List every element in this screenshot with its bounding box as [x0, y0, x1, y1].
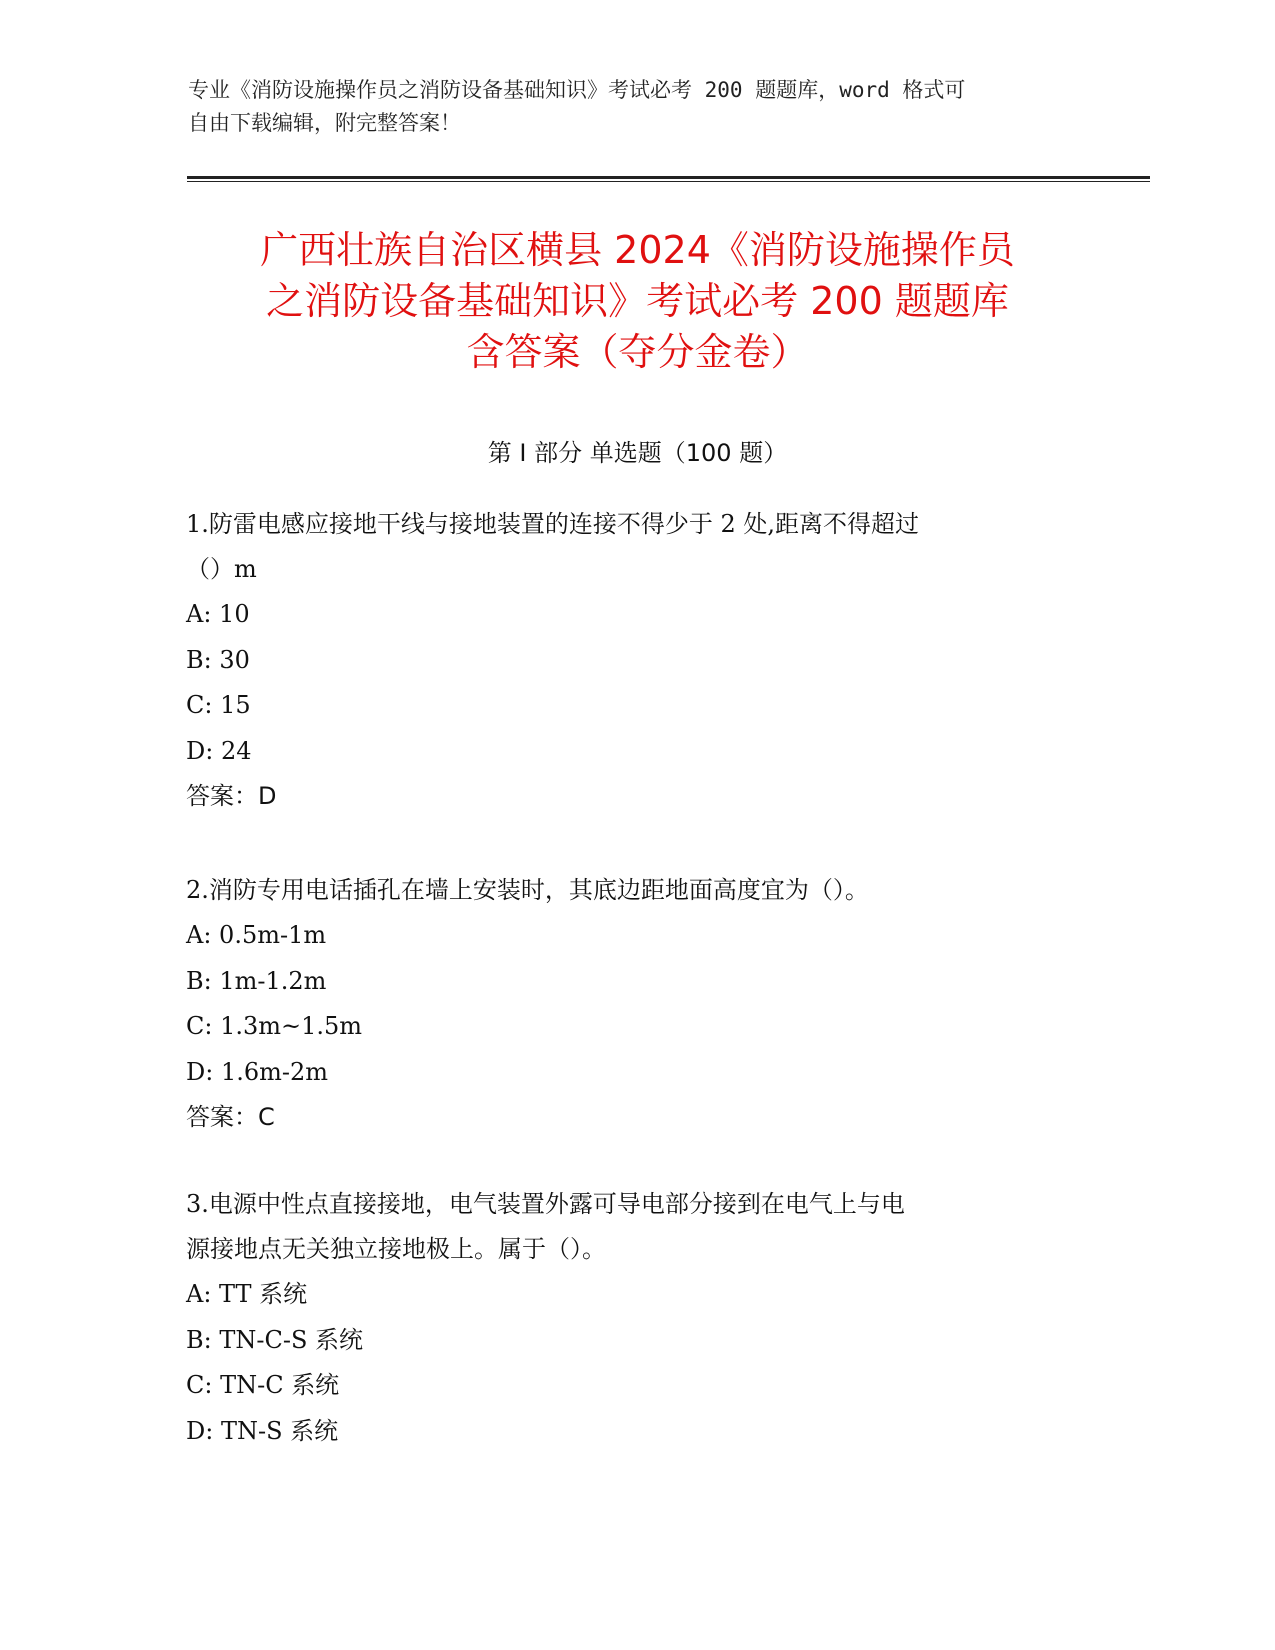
header-note-line-1: 专业《消防设施操作员之消防设备基础知识》考试必考 200 题题库，word 格式可 — [188, 78, 966, 102]
question-stem-line: 1.防雷电感应接地干线与接地装置的连接不得少于 2 处,距离不得超过 — [186, 510, 920, 538]
option-d: D: 1.6m-2m — [186, 1057, 329, 1086]
header-divider-thick — [187, 176, 1150, 179]
option-a: A: TT 系统 — [186, 1280, 308, 1308]
question-stem-line: 2.消防专用电话插孔在墙上安装时，其底边距地面高度宜为（）。 — [186, 876, 869, 904]
document-title — [160, 225, 1115, 378]
option-a: A: 10 — [186, 600, 250, 628]
title-line-1: 广西壮族自治区横县 2024《消防设施操作员 — [260, 228, 1015, 272]
question-stem-line: （）m — [186, 555, 257, 583]
header-note — [188, 74, 1088, 140]
question-2 — [186, 868, 1086, 1141]
answer-line: 答案：C — [186, 1103, 275, 1131]
question-3 — [186, 1182, 1086, 1454]
option-b: B: 1m-1.2m — [186, 966, 327, 995]
option-c: C: 15 — [186, 691, 251, 719]
option-b: B: 30 — [186, 645, 250, 674]
title-line-2: 之消防设备基础知识》考试必考 200 题题库 — [266, 279, 1009, 323]
question-1 — [186, 502, 1086, 820]
option-b: B: TN-C-S 系统 — [186, 1325, 364, 1354]
title-line-3: 含答案（夺分金卷） — [466, 330, 809, 374]
answer-line: 答案：D — [186, 782, 277, 810]
header-note-line-2: 自由下载编辑，附完整答案！ — [188, 111, 461, 135]
option-c: C: TN-C 系统 — [186, 1371, 340, 1399]
option-d: D: TN-S 系统 — [186, 1416, 339, 1445]
question-stem-line: 源接地点无关独立接地极上。属于（）。 — [186, 1235, 606, 1263]
section-heading: 第 I 部分 单选题（100 题） — [487, 439, 788, 467]
header-divider-thin — [187, 181, 1150, 182]
question-stem-line: 3.电源中性点直接接地，电气装置外露可导电部分接到在电气上与电 — [186, 1190, 905, 1218]
option-a: A: 0.5m-1m — [186, 921, 327, 949]
option-c: C: 1.3m~1.5m — [186, 1012, 363, 1040]
option-d: D: 24 — [186, 736, 252, 765]
